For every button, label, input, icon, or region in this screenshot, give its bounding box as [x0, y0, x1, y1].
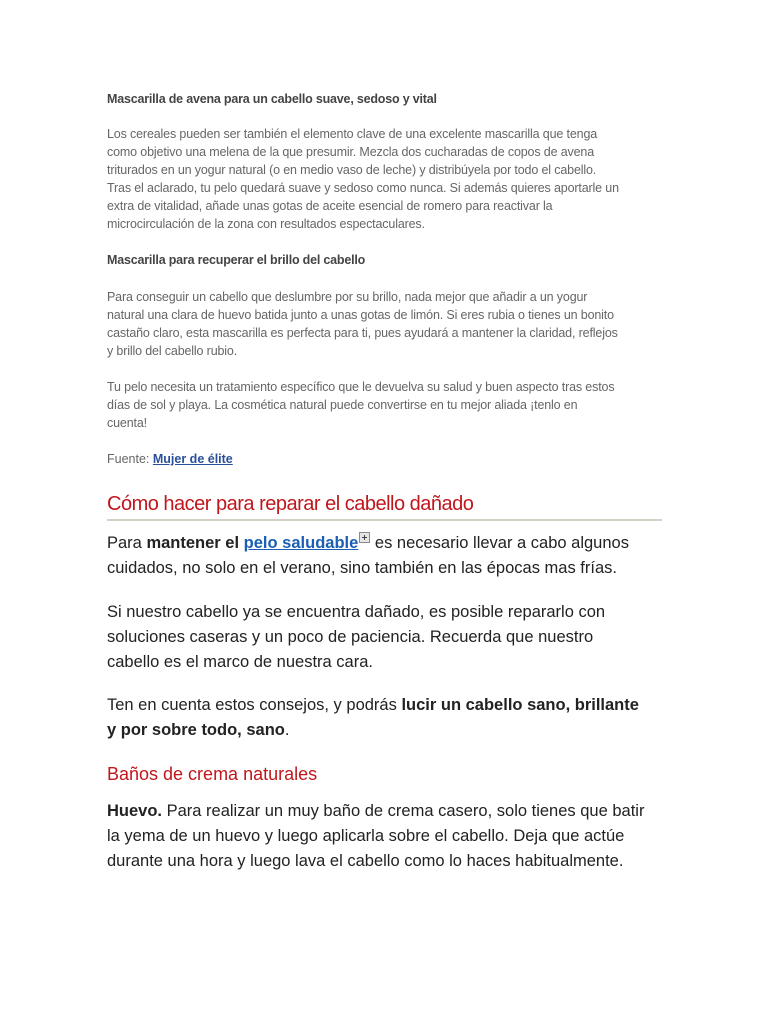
text-fragment: . [284, 721, 290, 739]
text-line: Si nuestro cabello ya se encuentra dañado, es posible repararlo con [107, 603, 606, 621]
text-line: como objetivo una melena de la que presumir. Mezcla dos cucharadas de copos de avena [107, 145, 595, 160]
source-line [107, 452, 233, 466]
bold-text: Huevo. [107, 802, 163, 820]
text-line: la yema de un huevo y luego aplicarla sobre el cabello. Deja que actúe [107, 827, 625, 845]
paragraph-consejos [107, 693, 663, 743]
text-line: cuidados, no solo en el verano, sino también en las épocas mas frías. [107, 559, 617, 577]
paragraph-avena [107, 125, 663, 234]
text-line [107, 531, 663, 556]
text-fragment: Para [107, 534, 142, 552]
text-line: Tras el aclarado, tu pelo quedará suave y sedoso como nunca. Si además quieres aportarle un [107, 181, 619, 196]
text-line: días de sol y playa. La cosmética natural puede convertirse en tu mejor aliada ¡tenlo en [107, 398, 578, 413]
section-title-brillo: Mascarilla para recuperar el brillo del cabello [107, 253, 366, 267]
text-line: Para conseguir un cabello que deslumbre por su brillo, nada mejor que añadir a un yogur [107, 290, 588, 304]
text-line: soluciones caseras y un poco de paciencia. Recuerda que nuestro [107, 628, 594, 646]
expand-plus-icon[interactable] [359, 532, 370, 543]
section-title-avena: Mascarilla de avena para un cabello suave, sedoso y vital [107, 92, 437, 106]
paragraph-huevo [107, 799, 663, 874]
text-line: cabello es el marco de nuestra cara. [107, 653, 373, 671]
source-link[interactable]: Mujer de élite [152, 452, 233, 466]
text-line: castaño claro, esta mascarilla es perfecta para ti, pues ayudará a mantener la claridad, reflejos [107, 326, 618, 341]
pelo-saludable-link[interactable]: pelo saludable [243, 534, 359, 552]
text-fragment: Para realizar un muy baño de crema casero, solo tienes que batir [166, 802, 645, 820]
text-line: cuenta! [107, 416, 147, 431]
text-line: extra de vitalidad, añade unas gotas de aceite esencial de romero para reactivar la [107, 199, 553, 214]
paragraph-mantener [107, 531, 663, 581]
text-line: durante una hora y luego lava el cabello como lo haces habitualmente. [107, 852, 624, 870]
heading-banos: Baños de crema naturales [107, 764, 318, 784]
text-line: microcirculación de la zona con resultados espectaculares. [107, 217, 425, 232]
paragraph-tratamiento [107, 378, 663, 432]
text-line [107, 718, 663, 743]
text-line [107, 799, 663, 824]
source-label: Fuente: [107, 452, 150, 466]
text-line: Los cereales pueden ser también el elemento clave de una excelente mascarilla que tenga [107, 127, 598, 141]
text-line [107, 693, 663, 718]
heading-reparar: Cómo hacer para reparar el cabello dañado [107, 493, 474, 515]
text-line: y brillo del cabello rubio. [107, 344, 238, 359]
paragraph-brillo [107, 288, 663, 360]
text-line: triturados en un yogur natural (o en medio vaso de leche) y distribúyela por todo el cabello. [107, 163, 597, 178]
heading-divider [107, 519, 662, 521]
bold-text: lucir un cabello sano, brillante [401, 696, 639, 714]
text-fragment: Ten en cuenta estos consejos, y podrás [107, 696, 397, 714]
text-line: natural una clara de huevo batida junto a unas gotas de limón. Si eres rubia o tienes un bonito [107, 308, 614, 323]
bold-text: mantener el [146, 534, 240, 552]
bold-text: y por sobre todo, sano [107, 721, 285, 739]
text-line: Tu pelo necesita un tratamiento específico que le devuelva su salud y buen aspecto tras estos [107, 380, 615, 394]
text-fragment: es necesario llevar a cabo algunos [374, 534, 629, 552]
paragraph-danado [107, 600, 663, 675]
